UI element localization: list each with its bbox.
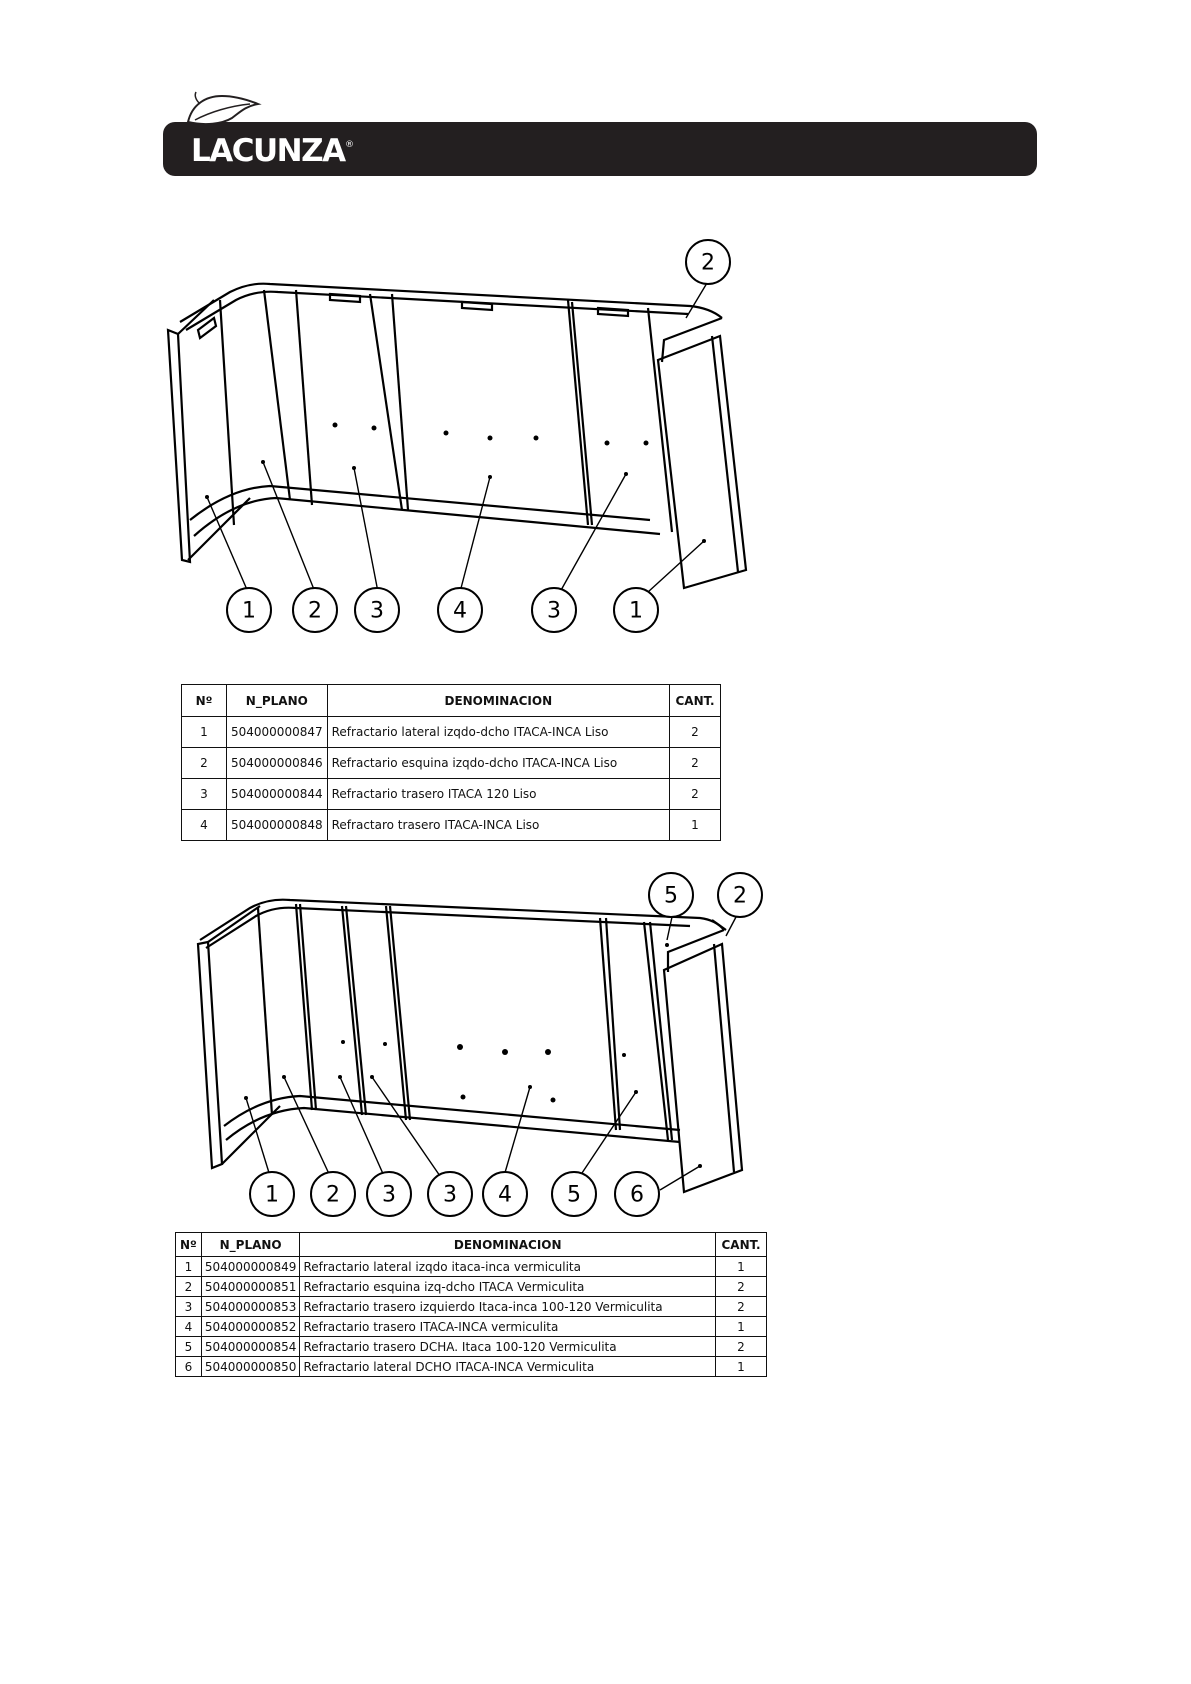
cell-n: 3	[176, 1297, 202, 1317]
cell-denominacion: Refractario lateral DCHO ITACA-INCA Vermiculita	[300, 1357, 716, 1377]
svg-text:6: 6	[630, 1182, 644, 1208]
callout-5-top	[649, 873, 693, 917]
svg-text:3: 3	[443, 1182, 457, 1208]
cell-n: 5	[176, 1337, 202, 1357]
cell-plano: 504000000851	[201, 1277, 300, 1297]
cell-plano: 504000000852	[201, 1317, 300, 1337]
svg-text:3: 3	[547, 598, 561, 624]
cell-cant: 1	[716, 1257, 767, 1277]
svg-text:4: 4	[498, 1182, 512, 1208]
table-row	[176, 1317, 767, 1337]
svg-text:2: 2	[308, 598, 322, 624]
cell-denominacion: Refractaro trasero ITACA-INCA Liso	[327, 810, 669, 841]
cell-plano: 504000000849	[201, 1257, 300, 1277]
svg-text:1: 1	[629, 598, 643, 624]
svg-text:2: 2	[733, 883, 747, 909]
cell-plano: 504000000844	[227, 779, 328, 810]
col-header-denominacion: DENOMINACION	[327, 685, 669, 717]
svg-text:3: 3	[370, 598, 384, 624]
table-row	[176, 1357, 767, 1377]
brand-logo: LACUNZA	[191, 133, 345, 169]
callout-2	[311, 1172, 355, 1216]
cell-denominacion: Refractario esquina izq-dcho ITACA Vermiculita	[300, 1277, 716, 1297]
svg-text:3: 3	[382, 1182, 396, 1208]
cell-denominacion: Refractario trasero ITACA 120 Liso	[327, 779, 669, 810]
cell-plano: 504000000854	[201, 1337, 300, 1357]
callout-6	[615, 1172, 659, 1216]
table-row	[176, 1277, 767, 1297]
cell-cant: 2	[716, 1337, 767, 1357]
cell-denominacion: Refractario esquina izqdo-dcho ITACA-INCA Liso	[327, 748, 669, 779]
cell-n: 1	[176, 1257, 202, 1277]
cell-denominacion: Refractario trasero ITACA-INCA vermiculita	[300, 1317, 716, 1337]
col-header-cant: CANT.	[716, 1233, 767, 1257]
table-row	[176, 1257, 767, 1277]
table-row	[176, 1337, 767, 1357]
callout-balloons-figure-2	[250, 873, 762, 1216]
svg-text:1: 1	[242, 598, 256, 624]
svg-text:5: 5	[664, 883, 678, 909]
col-header-denominacion: DENOMINACION	[300, 1233, 716, 1257]
table-header-row	[176, 1233, 767, 1257]
callout-1	[250, 1172, 294, 1216]
callout-3-left	[367, 1172, 411, 1216]
cell-denominacion: Refractario lateral izqdo-dcho ITACA-INCA Liso	[327, 717, 669, 748]
col-header-cant: CANT.	[670, 685, 721, 717]
cell-n: 4	[182, 810, 227, 841]
cell-cant: 1	[716, 1317, 767, 1337]
callout-2-top	[718, 873, 762, 917]
cell-denominacion: Refractario trasero izquierdo Itaca-inca 100-120 Vermiculita	[300, 1297, 716, 1317]
col-header-n: Nº	[176, 1233, 202, 1257]
cell-cant: 2	[716, 1297, 767, 1317]
col-header-plano: N_PLANO	[227, 685, 328, 717]
cell-plano: 504000000850	[201, 1357, 300, 1377]
svg-text:1: 1	[265, 1182, 279, 1208]
cell-plano: 504000000846	[227, 748, 328, 779]
cell-n: 3	[182, 779, 227, 810]
callout-5	[552, 1172, 596, 1216]
cell-cant: 2	[716, 1277, 767, 1297]
brand-registered-mark: ®	[345, 140, 354, 150]
cell-cant: 2	[670, 717, 721, 748]
callout-3-right	[428, 1172, 472, 1216]
cell-n: 4	[176, 1317, 202, 1337]
svg-text:5: 5	[567, 1182, 581, 1208]
cell-cant: 2	[670, 748, 721, 779]
callout-4	[483, 1172, 527, 1216]
cell-n: 2	[182, 748, 227, 779]
cell-denominacion: Refractario trasero DCHA. Itaca 100-120 Vermiculita	[300, 1337, 716, 1357]
col-header-n: Nº	[182, 685, 227, 717]
cell-n: 1	[182, 717, 227, 748]
svg-text:2: 2	[326, 1182, 340, 1208]
table-row	[176, 1297, 767, 1317]
cell-cant: 1	[716, 1357, 767, 1377]
cell-cant: 1	[670, 810, 721, 841]
svg-text:2: 2	[701, 250, 715, 276]
cell-n: 2	[176, 1277, 202, 1297]
cell-n: 6	[176, 1357, 202, 1377]
parts-table-vermiculita	[175, 1232, 767, 1377]
svg-text:4: 4	[453, 598, 467, 624]
cell-plano: 504000000847	[227, 717, 328, 748]
cell-plano: 504000000853	[201, 1297, 300, 1317]
cell-cant: 2	[670, 779, 721, 810]
col-header-plano: N_PLANO	[201, 1233, 300, 1257]
cell-denominacion: Refractario lateral izqdo itaca-inca vermiculita	[300, 1257, 716, 1277]
cell-plano: 504000000848	[227, 810, 328, 841]
